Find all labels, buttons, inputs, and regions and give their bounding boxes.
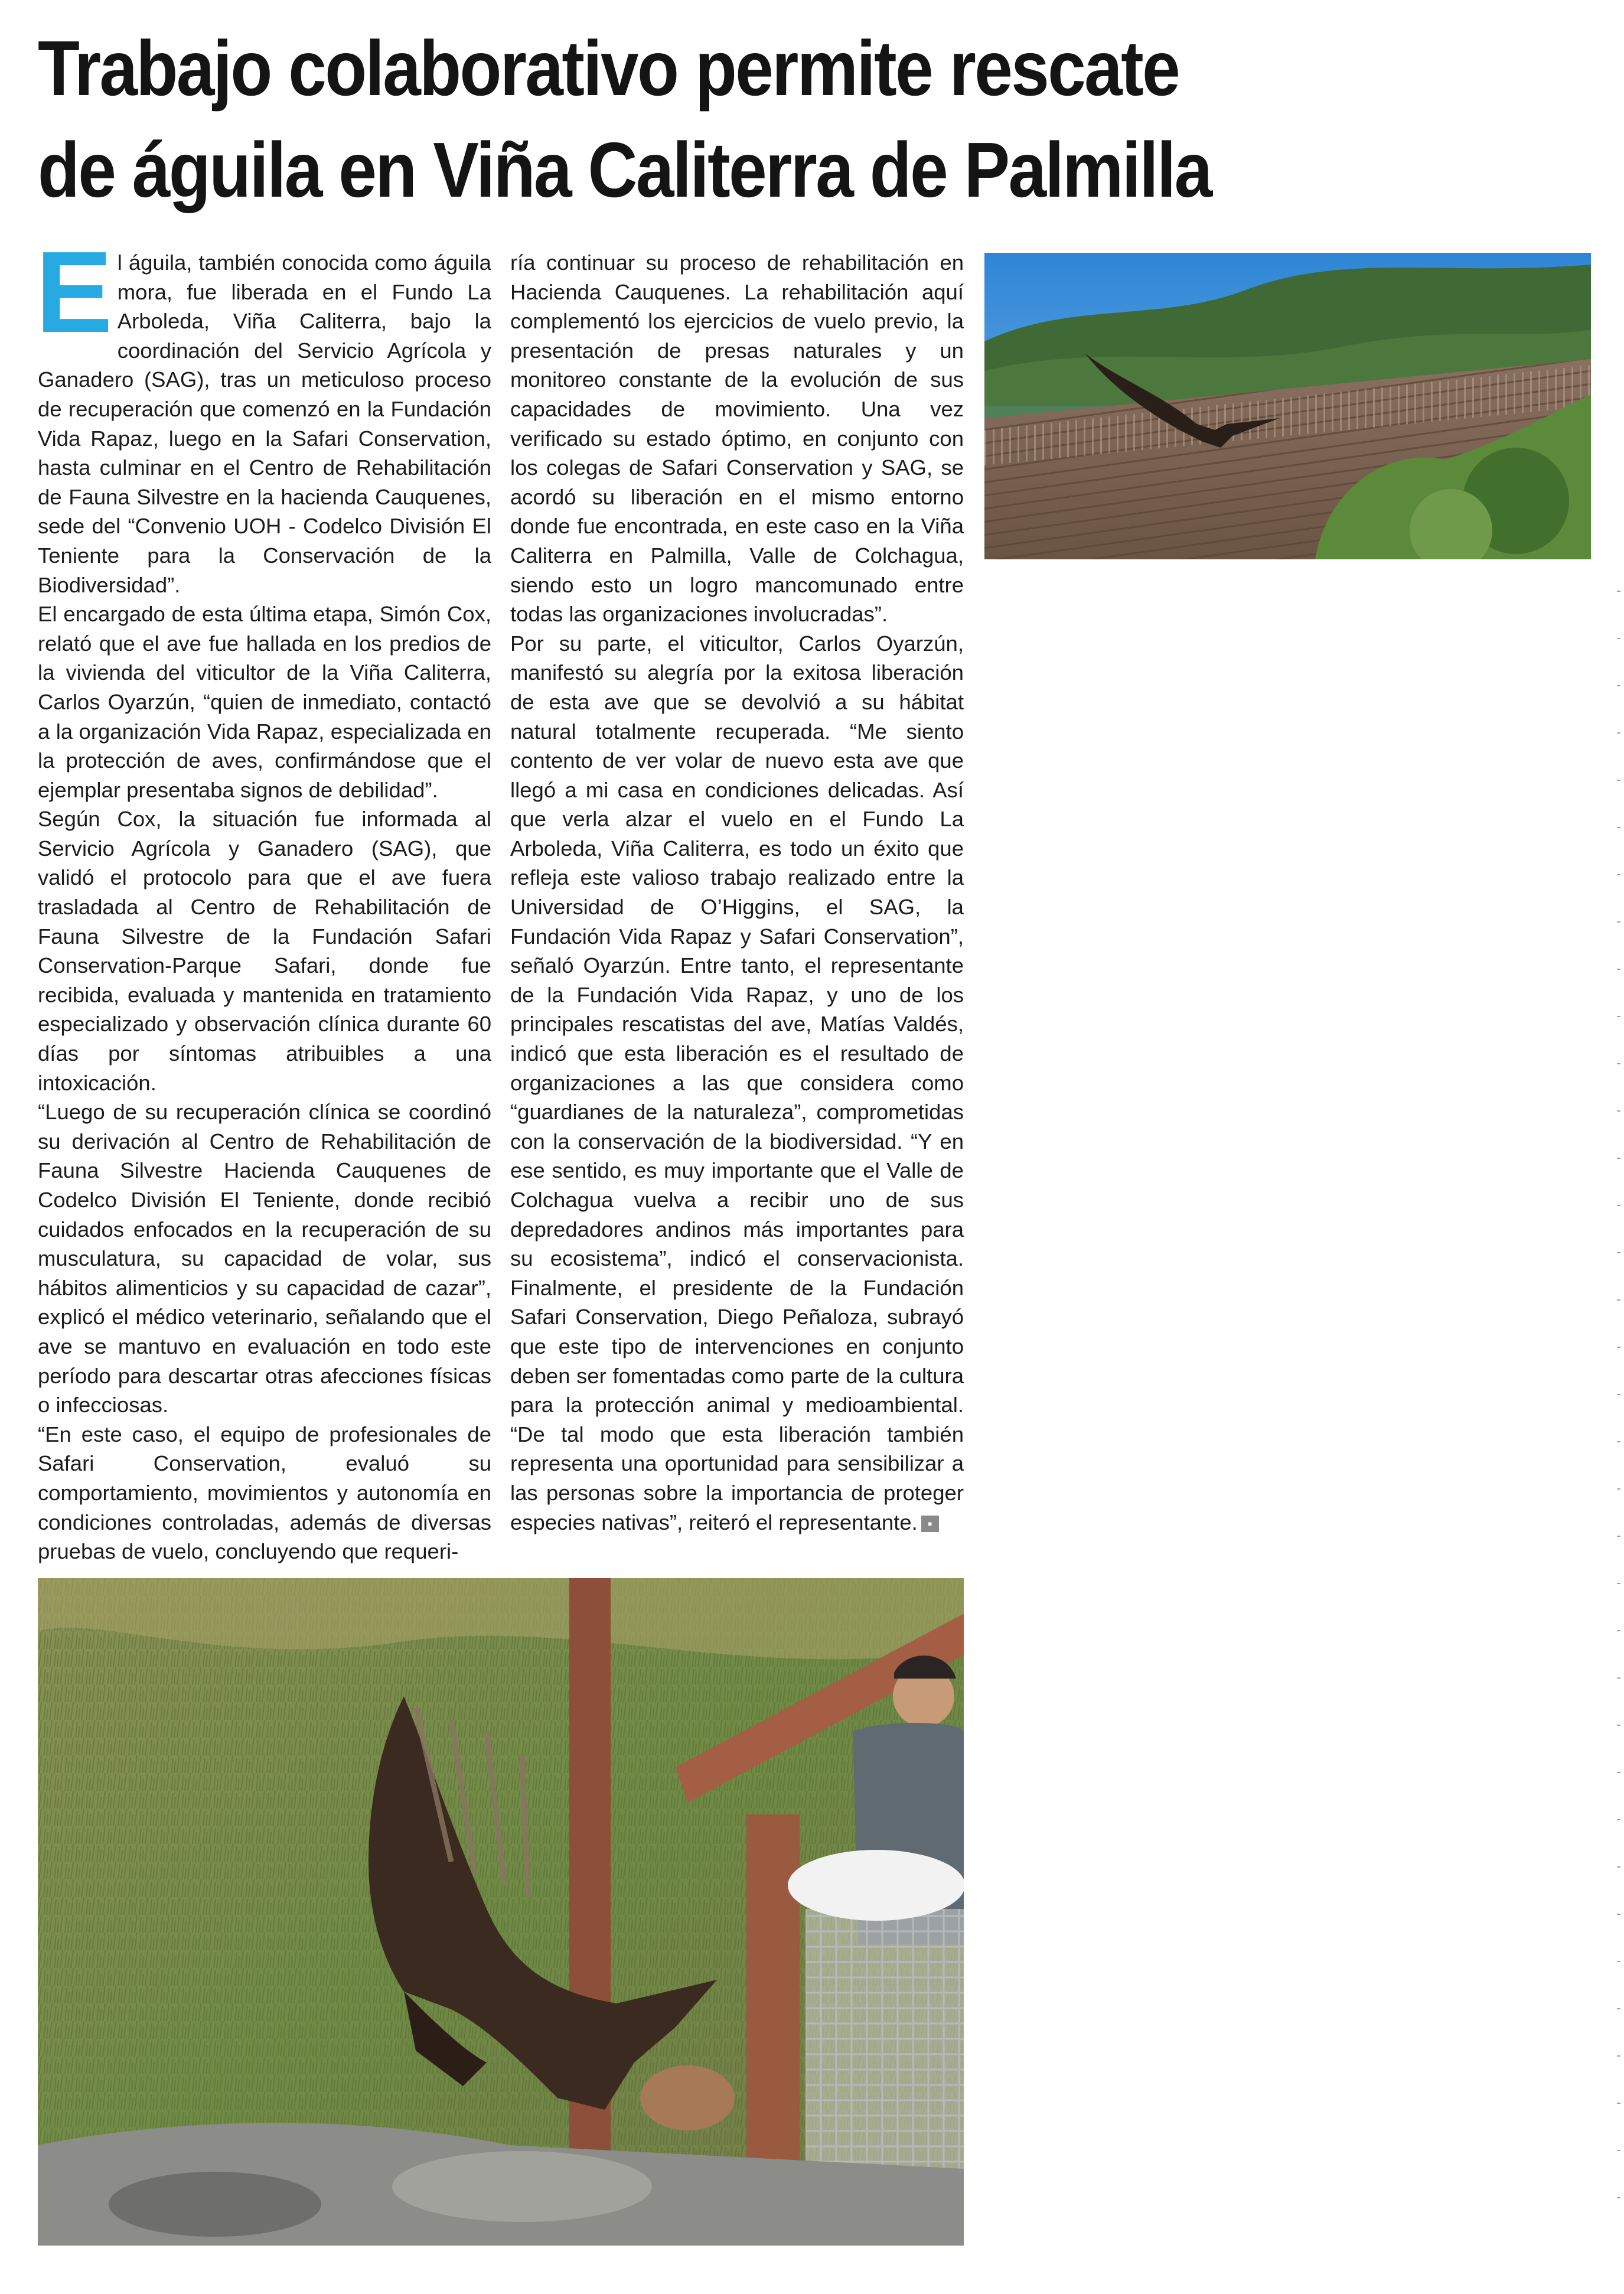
article-paragraph: El encargado de esta última etapa, Simón Cox, relató que el ave fue hallada en los predios de la vivienda del viticultor de la Viña Caliterra, Carlos Oyarzún, “quien de inmediato, contactó a la organización Vida Rapaz, especializada en la protección de aves, confirmándose que el ejemplar presentaba signos de debilidad”. (38, 602, 491, 802)
photo-eagle-over-vineyard (984, 253, 1591, 559)
article-paragraph: “Luego de su recuperación clínica se coordinó su derivación al Centro de Rehabilitación de Fauna Silvestre Hacienda Cauquenes de Codelco División El Teniente, donde recibió cuidados enfocados en la recuperación de su musculatura, su capacidad de volar, sus hábitos alimenticios y su capacidad de cazar”, explicó el médico veterinario, señalando que el ave se mantuvo en evaluación en todo este período para descartar otras afecciones físicas o infecciosas. (38, 1100, 491, 1418)
article-paragraph: ría continuar su proceso de rehabilitación en Hacienda Cauquenes. La rehabilitación aquí complementó los ejercicios de vuelo previo, la presentación de presas naturales y un monitoreo constante de la evolución de sus capacidades de movimiento. Una vez verificado su estado óptimo, en conjunto con los colegas de Safari Conservation y SAG, se acordó su liberación en el mismo entorno donde fue encontrada, en este caso en la Viña Caliterra en Palmilla, Valle de Colchagua, siendo esto un logro mancomunado entre todas las organizaciones involucradas”. (510, 250, 964, 627)
article-paragraph: “En este caso, el equipo de profesionales de Safari Conservation, evaluó su comportamiento, movimientos y autonomía en condiciones controladas, además de diversas pruebas de vuelo, concluyendo que requeri- (38, 1422, 491, 1564)
headline-line-1: Trabajo colaborativo permite rescate (38, 25, 1179, 112)
paragraph-text: l águila, también conocida como águila mora, fue liberada en el Fundo La Arboleda, Viña Caliterra, bajo la coordinación del Servicio Agrícola y Ganadero (SAG), tras un meticuloso proceso de recuperación que comenzó en la Fundación Vida Rapaz, luego en la Safari Conservation, hasta culminar en el Centro de Rehabilitación de Fauna Silvestre en la hacienda Cauquenes, sede del “Convenio UOH - Codelco División El Teniente para la Conservación de la Biodiversidad”. (38, 250, 491, 597)
article-paragraph (35, 227, 491, 599)
article-column-1 (35, 227, 491, 1566)
article-headline (38, 18, 1410, 221)
photo-eagle-release (38, 1578, 964, 2246)
article-paragraph: Según Cox, la situación fue informada al Servicio Agrícola y Ganadero (SAG), que validó el protocolo para que el ave fuera trasladada al Centro de Rehabilitación de Fauna Silvestre de la Fundación Safari Conservation-Parque Safari, donde fue recibida, evaluada y mantenida en tratamiento especializado y observación clínica durante 60 días por síntomas atribuibles a una intoxicación. (38, 807, 491, 1095)
article-end-mark-icon: ▪ (921, 1516, 939, 1532)
paragraph-text: Por su parte, el viticultor, Carlos Oyarzún, manifestó su alegría por la exitosa liberación de esta ave que se devolvió a su hábitat natural totalmente recuperada. “Me siento contento de ver volar de nuevo esta ave que llegó a mi casa en condiciones delicadas. Así que verla alzar el vuelo en el Fundo La Arboleda, Viña Caliterra, es todo un éxito que refleja este valioso trabajo realizado entre la Universidad de O’Higgins, el SAG, la Fundación Vida Rapaz y Safari Conservation”, señaló Oyarzún. Entre tanto, el representante de la Fundación Vida Rapaz, y uno de los principales rescatistas del ave, Matías Valdés, indicó que esta liberación es el resultado de organizaciones a las que considera como “guardianes de la naturaleza”, comprometidas con la conservación de la biodiversidad. “Y en ese sentido, es muy importante que el Valle de Colchagua vuelva a recibir uno de sus depredadores andinos más importantes para su ecosistema”, indicó el conservacionista. Finalmente, el presidente de la Fundación Safari Conservation, Diego Peñaloza, subrayó que este tipo de intervenciones en conjunto deben ser fomentadas como parte de la cultura para la protección animal y medioambiental. “De tal modo que esta liberación también representa una oportunidad para sensibilizar a las personas sobre la importancia de proteger especies nativas”, reiteró el representante. (510, 631, 964, 1534)
article-column-2 (510, 248, 964, 1537)
article-paragraph (510, 629, 964, 1537)
page-edge-fold-marks (1617, 591, 1620, 2244)
headline-line-2: de águila en Viña Caliterra de Palmilla (38, 126, 1211, 213)
drop-cap: E (35, 227, 113, 357)
